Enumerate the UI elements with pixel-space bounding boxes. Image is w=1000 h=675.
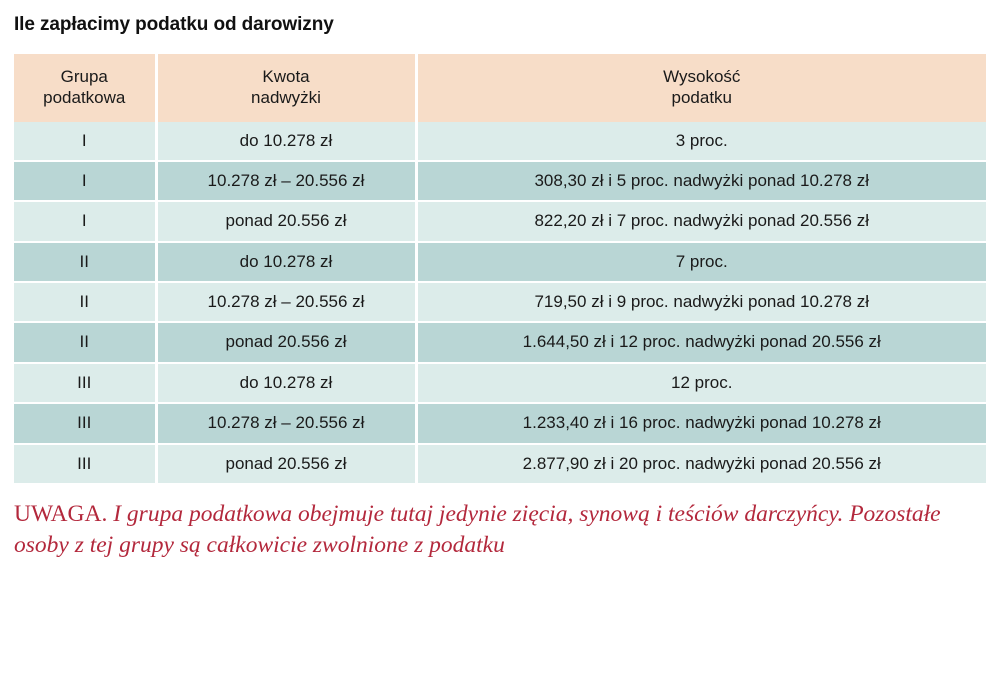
cell-kwota: do 10.278 zł — [156, 242, 416, 282]
cell-kwota: ponad 20.556 zł — [156, 201, 416, 241]
cell-kwota: do 10.278 zł — [156, 363, 416, 403]
table-header — [14, 54, 986, 122]
table-row — [14, 322, 986, 362]
table-row — [14, 161, 986, 201]
cell-kwota: ponad 20.556 zł — [156, 444, 416, 484]
cell-podatek: 7 proc. — [416, 242, 986, 282]
cell-kwota: 10.278 zł – 20.556 zł — [156, 403, 416, 443]
tax-table-container — [14, 54, 986, 485]
column-header-wysokosc-podatku — [416, 54, 986, 122]
table-row — [14, 363, 986, 403]
page-title: Ile zapłacimy podatku od darowizny — [14, 14, 334, 35]
cell-kwota: ponad 20.556 zł — [156, 322, 416, 362]
table-row — [14, 282, 986, 322]
cell-grupa: III — [14, 444, 156, 484]
cell-grupa: II — [14, 322, 156, 362]
cell-podatek: 1.233,40 zł i 16 proc. nadwyżki ponad 10.278 zł — [416, 403, 986, 443]
cell-podatek: 822,20 zł i 7 proc. nadwyżki ponad 20.556 zł — [416, 201, 986, 241]
table-row — [14, 201, 986, 241]
cell-grupa: I — [14, 201, 156, 241]
cell-podatek: 2.877,90 zł i 20 proc. nadwyżki ponad 20.556 zł — [416, 444, 986, 484]
cell-podatek: 308,30 zł i 5 proc. nadwyżki ponad 10.278 zł — [416, 161, 986, 201]
column-header-kwota-line2: nadwyżki — [251, 88, 321, 108]
cell-grupa: I — [14, 122, 156, 161]
cell-podatek: 12 proc. — [416, 363, 986, 403]
column-header-wysokosc-line1: Wysokość — [663, 67, 741, 86]
footnote-text: I grupa podatkowa obejmuje tutaj jedynie zięcia, synową i teściów darczyńcy. Pozostałe osoby z tej grupy są całkowicie zwolnione z podatku — [14, 501, 941, 559]
cell-grupa: II — [14, 282, 156, 322]
footnote-lead: UWAGA. — [14, 501, 108, 528]
column-header-grupa-line2: podatkowa — [43, 88, 126, 108]
cell-grupa: III — [14, 403, 156, 443]
column-header-kwota-nadwyzki — [156, 54, 416, 122]
cell-grupa: I — [14, 161, 156, 201]
column-header-kwota-line1: Kwota — [262, 67, 310, 86]
cell-podatek: 3 proc. — [416, 122, 986, 161]
column-header-grupa-line1: Grupa — [60, 67, 108, 86]
cell-kwota: do 10.278 zł — [156, 122, 416, 161]
cell-kwota: 10.278 zł – 20.556 zł — [156, 161, 416, 201]
table-body — [14, 122, 986, 485]
cell-kwota: 10.278 zł – 20.556 zł — [156, 282, 416, 322]
table-row — [14, 444, 986, 484]
table-header-row — [14, 54, 986, 122]
column-header-grupa-podatkowa — [14, 54, 156, 122]
column-header-wysokosc-line2: podatku — [671, 88, 732, 108]
cell-grupa: II — [14, 242, 156, 282]
cell-grupa: III — [14, 363, 156, 403]
cell-podatek: 719,50 zł i 9 proc. nadwyżki ponad 10.278 zł — [416, 282, 986, 322]
footnote-paragraph — [14, 499, 974, 562]
cell-podatek: 1.644,50 zł i 12 proc. nadwyżki ponad 20.556 zł — [416, 322, 986, 362]
table-row — [14, 242, 986, 282]
footnote — [14, 499, 974, 562]
tax-table — [14, 54, 986, 485]
table-row — [14, 403, 986, 443]
table-row — [14, 122, 986, 161]
